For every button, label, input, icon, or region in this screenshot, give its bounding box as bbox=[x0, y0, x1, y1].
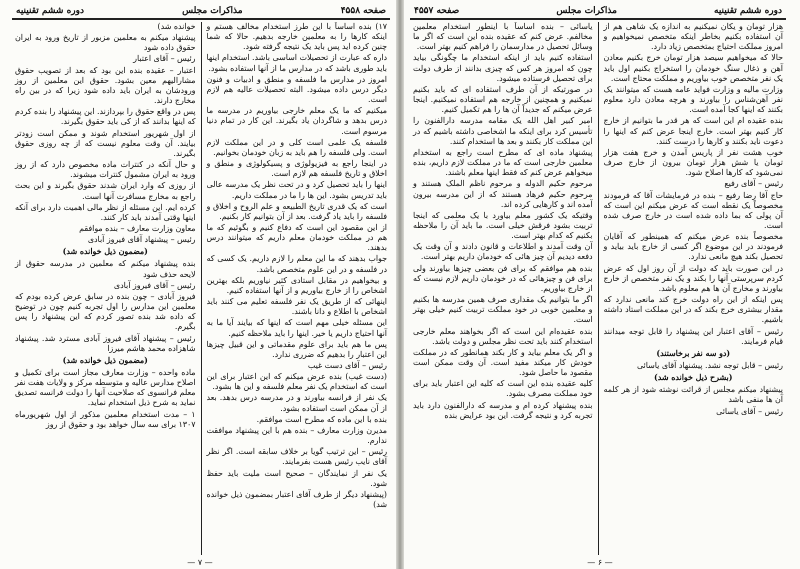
stage-direction: (بشرح ذیل خوانده شد) bbox=[654, 373, 733, 383]
paragraph: استفاده کنیم باید از اینکه استخدام ما چگونگی بیاید چون که امروز هر کس که چیزی بدانند از طرف دولت برای تحصیل فرستاده میشود. bbox=[413, 53, 593, 83]
paragraph: پس ما هم باید برای علوم مقدماتی و این قبیل چیزها این اعتبار را بدهیم که ضرری ندارد. bbox=[206, 339, 387, 359]
column-rule bbox=[598, 22, 599, 555]
left-page-columns bbox=[0, 22, 400, 555]
paragraph: اعتبار – عقیده بنده این بود که بعد از تصویب حقوق مشارالیهم معین بشود. حقوق این معلمین از روز ورودشان به ایران باید داده شود زیرا که در بین راه مخارج دارند. bbox=[15, 65, 196, 106]
speaker-line: رئیس – آقای دست غیب bbox=[307, 361, 387, 370]
paragraph: مدیرن وزارت معارف – بنده هم با این پیشنهاد موافقت ندارم. bbox=[206, 425, 387, 446]
paragraph: هزار تومان و یکان نمیکنیم به اندازه یک شاهی هم از آن استفاده بکنیم بخاطر اینکه متخصص نمیخواهیم و امروز مملکت احتیاج بمتخصص زیاد دارد. bbox=[603, 22, 783, 52]
paragraph: بنده هم موافقم که برای فن بعضی چیزها بیاورند ولی برای فن و چیزهائی که در خودمان داریم لازم نیست که از خارج بیاوریم. bbox=[413, 263, 593, 293]
right-page-col-2 bbox=[410, 22, 596, 555]
speaker-line: رئیس – پیشنهاد آقای فیروز آبادی bbox=[87, 235, 196, 245]
paragraph: مخصوصاً بنده عرض میکنم که همینطور که آقایان فرمودند در این موضوع اگر کسی از خارج باید بیاید و تحصیل بکند هیچ مانعی ندارد. bbox=[603, 232, 783, 262]
paragraph: پیشنهاد میکنم مجلس از قرائت نوشته شود از هر کلمه آن ها منفی باشد bbox=[603, 385, 783, 405]
paragraph: رئیس – این ترتیب گویا بر خلاف سابقه است. اگر نظر آقای نایب رئیس هست بفرمایند. bbox=[206, 447, 387, 467]
left-page-header bbox=[12, 4, 390, 20]
header-title: مذاکرات مجلس bbox=[182, 6, 243, 16]
paragraph: ۱۷) بنده اساساً با این طرز استخدام مخالف هستم و اینکه کارها را به معلمین خارجه بدهیم. حالا که شما چنین کرده اید پس باید یک نتیجه گرفته شود. bbox=[206, 22, 387, 52]
paragraph: بنده پیشنهاد میکنم که معلمین در مدرسه حقوق از لایحه حذف شود bbox=[15, 259, 196, 279]
paragraph: داره که عبارت از تحصیلات اساسی باشد. استخدام اینها باید طوری باشد که در مدارس ما از آنها استفاده بشود. bbox=[206, 53, 387, 73]
paragraph: در این صورت باید که دولت از آن روز اول که عرض کردم سرپرستی آنها را بکند و یک نفر متخصص از خارج بیاورند و مخارج آن ها هم معلوم باشد. bbox=[603, 263, 783, 293]
page-footer-number: — ۷ — bbox=[187, 558, 213, 567]
paragraph: و بیخواهیم در مقابل استادی کثیر نیاوریم بلکه بهترین اشخاص را از خارج بیاوریم و از آنها استفاده کنیم. bbox=[206, 275, 387, 295]
paragraph: پس اینکه از این راه دولت خرج کند مانعی ندارد که مقدار بیشتری خرج بکند که در این مملکت استاد داشته باشیم. bbox=[603, 295, 783, 325]
stage-direction: (دو سه نفر برخاستند) bbox=[656, 348, 731, 358]
paragraph: و حال آنکه در کنترات ماده مخصوص دارد که از روز ورود به ایران مشمول کنترات میشوند. bbox=[15, 160, 196, 180]
paragraph: آن وقت آمدند و اطلاعات و قانون دادند و آن وقت یک دفعه دیدیم آن چیز هائی که خودمان داریم بهتر است. bbox=[413, 242, 593, 262]
paragraph: فلسفه یک علمی است کلی و در این مملکت لازم است. ولی فلسفه را هم باید به زبان خودمان بخوانیم. bbox=[206, 137, 387, 157]
paragraph: بنده عقیده‌ام این است که اگر بخواهند معلم خارجی استخدام کنند باید تحت نظر مجلس و دولت باشد. bbox=[413, 326, 593, 346]
paragraph: این مسئله خیلی مهم است که اینها که بیایند آیا ما به آنها احتیاج داریم یا خیر. اینها را باید ملاحظه کنیم. bbox=[206, 318, 387, 338]
paragraph: بنده با این ماده که مطرح است موافقم. bbox=[256, 414, 387, 424]
paragraph: مرحوم حکیم الدوله و مرحوم ناظم الملک هستند و مرحوم حکیم فرهاد هستند که از این مدرسه بیرون آمده اند و کارهایی کرده اند. bbox=[413, 179, 593, 209]
left-page-col-2 bbox=[12, 22, 199, 555]
paragraph: کرده ایم. این مسئله از نظر مالی اهمیت دارد برای آنکه اینها وقتی آمدند باید کار کنند. bbox=[15, 202, 196, 222]
paragraph: ۱ – مدت استخدام معلمین مذکور از اول شهریورماه ۱۳۰۷ برای سه سال خواهد بود و حقوق از روز bbox=[15, 409, 196, 429]
paragraph: اگر ما بتوانیم یک مقداری صرف همین مدرسه ها بکنیم و معلمین خوبی در خود مملکت تربیت کنیم خیلی بهتر است. bbox=[413, 295, 593, 325]
header-session: دوره ششم تقنینیه bbox=[16, 6, 84, 16]
paragraph: (پیشنهاد دیگر از طرف آقای اعتبار بمضمون ذیل خوانده شد) bbox=[206, 489, 387, 510]
paragraph: اینها را باید تحصیل کرد و در تحت نظر یک مدرسه عالی باید تدریس بشود. این ها را ما در مملکت داریم. bbox=[206, 180, 387, 200]
speaker-line: رئیس – آقای فیروز آبادی bbox=[113, 280, 196, 290]
header-session: دوره ششم تقنینیه bbox=[714, 6, 782, 16]
paragraph: پس در واقع حقوق را بپردازند. این پیشنهاد را بنده کردم که اینها بدانند که از کی باید حقوق بگیرند. bbox=[15, 107, 196, 127]
paragraph: یاسائی – بنده اساساً با اینطور استخدام معلمین مخالفم. عرض کنم که عقیده بنده این است که اگر ما وسائل تحصیل در مدارسمان را فراهم کنیم بهتر است. bbox=[413, 22, 593, 52]
paragraph: جواب بدهند که ما این معلم را لازم داریم. یک کسی که در فلسفه و در این علوم متخصص باشد. bbox=[206, 254, 387, 274]
paragraph: خوانده شد) bbox=[157, 22, 196, 31]
paragraph: در صورتیکه از آن طرف استفاده ای که باید بکنیم نمیکنیم و همچنین از خارجه هم استفاده نمیکنیم. اینجا عرض میکنم که جدیداً آن ها را هم تکمیل کنیم. bbox=[413, 84, 593, 115]
right-page-col-1 bbox=[601, 22, 787, 555]
paragraph: اینهائی که از طریق یک نفر فلسفه تعلیم می کنند باید اشخاص با اطلاع و دانا باشند. bbox=[206, 297, 387, 317]
paragraph: میکنیم که ما یک معلم خارجی بیاوریم در مدرسه ما درس بدهد و شاگردان یاد بگیرند. این کار در تمام دنیا مرسوم است. bbox=[206, 106, 387, 136]
paragraph: از روزی که وارد ایران شدند حقوق بگیرند و این بحث راجع به مخارج مسافرت آنها است. bbox=[15, 181, 196, 201]
paragraph: از اول شهریور استخدام شوند و ممکن است زودتر بیایند. آن وقت معلوم نیست که از چه روزی حقوق بگیرند. bbox=[15, 128, 196, 158]
speaker-line: رئیس – آقای رفیع bbox=[724, 179, 783, 189]
speaker-line: معاون وزارت معارف – بنده موافقم bbox=[79, 223, 196, 233]
paragraph: از این مقصود این است که دفاع کنیم و بگوئیم که ما هم در مملکت خودمان معلم داریم که میتوانند درس بدهند. bbox=[206, 222, 387, 253]
paragraph: پیشنهاد میکنم به معلمین مزبور از تاریخ ورود به ایران حقوق داده شود bbox=[15, 33, 196, 53]
header-title: مذاکرات مجلس bbox=[556, 6, 617, 16]
column-rule bbox=[201, 22, 202, 555]
page-footer-number: — ۶ — bbox=[587, 558, 613, 567]
paragraph: وزارت مالیه و وزارت فواید عامه هست که میتوانند یک نفر آهن‌شناس را بیاورند و هرچه معادن دارد معلوم بکنند که اینها کجا آمده است. bbox=[603, 84, 783, 115]
paragraph: امروز در مدارس ما فلسفه و منطق و ادبیات و فنون دیگر درس داده میشود. البته تحصیلات عالیه هم لازم است. bbox=[206, 74, 387, 105]
paragraph: خوب هشت نفر از پاریس آمدن و خرج هفت هزار تومان یا شش هزار تومان بیرون از خارج صرف نمی‌شود که کارها اصلاح شود. bbox=[603, 147, 783, 178]
right-page bbox=[400, 0, 800, 569]
speaker-line: رئیس – آقای یاسائی bbox=[716, 406, 783, 416]
paragraph: (دست غیب) بنده عرض میکنم که این اعتبار برای این است که استخدام یک نفر معلم فلسفه و این ها بشود. bbox=[206, 372, 387, 392]
stage-direction: (مضمون ذیل خوانده شد) bbox=[62, 247, 148, 257]
paragraph: بنده عقیده ام این است که هر قدر ما بتوانیم از خارج کار کنیم بهتر است. خارج اینجا عرض کنم که اینها را دعوت ناید بکنند و کارها را درست کنند. bbox=[603, 116, 783, 146]
paragraph: فیروز آبادی – چون بنده در سابق عرض کرده بودم که معلمین این مدارس را اول تجربه کنیم چون در توضیح که داده شد بنده تصور کردم که این پیشنهاد را پس بگیرم. bbox=[15, 291, 196, 332]
right-page-header bbox=[410, 4, 786, 20]
stage-direction: (مضمون ذیل خوانده شد) bbox=[62, 355, 148, 365]
paragraph: در اینجا راجع به فیزیولوژی و پسیکولوژی و منطق و اخلاق و تاریخ فلسفه هم لازم است. bbox=[206, 159, 387, 179]
header-page-number: صفحه ۴۵۵۷ bbox=[414, 6, 460, 16]
paragraph: و اگر یک معلم بیاید و کار بکند همانطور که در مملکت خودش کار میکند مفید است. آن وقت ممکن است مقصود ما حاصل شود. bbox=[413, 347, 593, 378]
paragraph: حالا که میخواهیم سیصد هزار تومان خرج بکنیم معادن آهن و ذغال سنگ خودمان را استخراج بکنیم اول باید یک نفر متخصص خوب بیاوریم و مملکت محتاج است. bbox=[603, 53, 783, 83]
paragraph: پیشنهاد ماده ای که مطرح است راجع به استخدام معلمین خارجی است که ما در مملکت لازم داریم، بنده میخواهم عرض کنم که فقط اینها معلم باشند. bbox=[413, 147, 593, 178]
paragraph: یک نفر از نمایندگان – صحیح است ملیت باید حفظ شود. bbox=[206, 468, 387, 488]
paragraph: رئیس – پیشنهاد آقای فیروز آبادی مسترد شد. پیشنهاد شاهزاده محمد هاشم میرزا bbox=[15, 333, 196, 353]
paragraph: است که یک قدری تاریخ الطبیعه و علم الروح و اخلاق و فلسفه را باید یاد گرفت. بعد از آن بتوانیم کار بکنیم. bbox=[206, 201, 387, 221]
paragraph: امیر کبیر اهل الله یک مقامه مدرسه دارالفنون را تأسیس کرد برای اینکه ما اشخاصی داشته باشیم که در این مملکت کار بکنند و بعد ها استخدام کنند. bbox=[413, 116, 593, 146]
paragraph: بنده پیشنهاد کرده ام و مدرسه که دارالفنون دارد باید تجربه کرد و نتیجه گرفت. این بود عرایض بنده bbox=[413, 400, 593, 420]
right-page-columns bbox=[400, 22, 800, 555]
book-spine bbox=[396, 0, 404, 569]
paragraph: ماده واحده – وزارت معارف مجاز است برای تکمیل و اصلاح مدارس عالیه و متوسطه مرکز و ولایات هفت نفر معلم فرانسوی که صلاحیت آنها را دولت فرانسه تصدیق نماید به شرح ذیل استخدام نماید. bbox=[15, 368, 196, 408]
paragraph: وقتیکه یک کشور معلم بیاورد با یک معلمی که اینجا تربیت بشود فرقش خیلی است. ما باید آن را ملاحظه بکنیم که کدام بهتر است. bbox=[413, 210, 593, 241]
paragraph: حاج آقا رضا رفیع – بنده در فرمایشات آقا که فرمودند مخصوصاً یک نقطه است که عرض میکنم این است که آن پولی که بما داده شده است در خارج صرف شده است. bbox=[603, 190, 783, 230]
paragraph: یک نفر از فرانسه بیاورند و در مدرسه درس بدهد. بعد از آن ممکن است استفاده بشود. bbox=[206, 393, 387, 413]
header-page-number: صفحه ۴۵۵۸ bbox=[340, 6, 386, 16]
paragraph: کلیه عقیده بنده این است که کلیه این اعتبار باید برای خود مملکت مصرف بشود. bbox=[413, 379, 593, 399]
paragraph: رئیس – آقای اعتبار این پیشنهاد را قابل توجه میدانند قیام فرمایند. bbox=[603, 326, 783, 346]
speaker-line: رئیس – آقای اعتبار bbox=[133, 54, 196, 64]
left-page-col-1 bbox=[204, 22, 391, 555]
paragraph: رئیس – قابل توجه نشد. پیشنهاد آقای یاسائی bbox=[636, 361, 783, 370]
